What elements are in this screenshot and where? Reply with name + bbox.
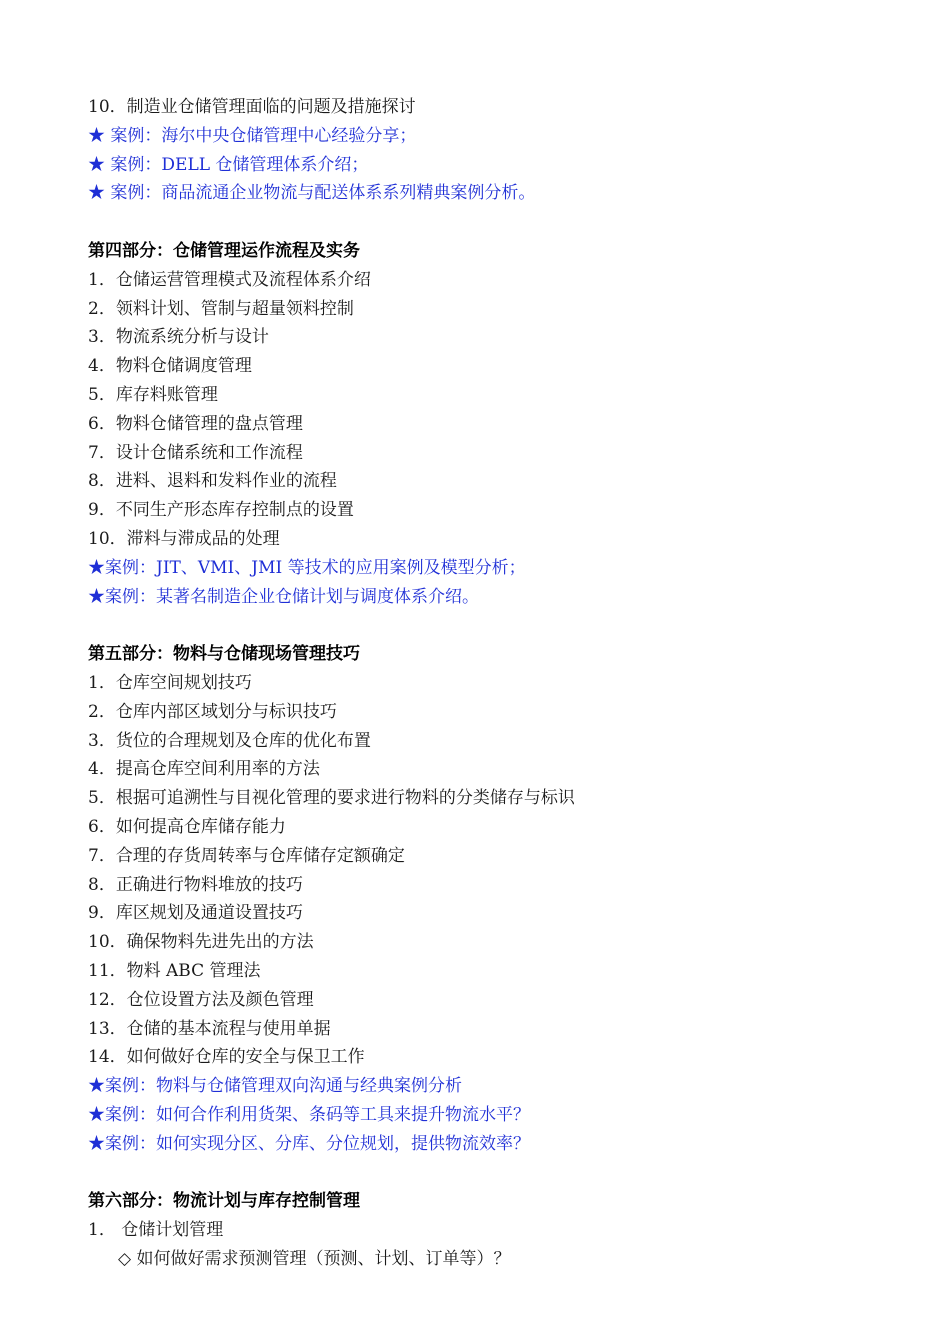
document-page xyxy=(88,93,868,1274)
list-item: 10．滞料与滞成品的处理 xyxy=(88,528,280,549)
case-item: ★案例：物料与仓储管理双向沟通与经典案例分析 xyxy=(88,1076,462,1097)
list-item: 2．领料计划、管制与超量领料控制 xyxy=(88,298,354,319)
list-item: 5．根据可追溯性与目视化管理的要求进行物料的分类储存与标识 xyxy=(88,788,575,809)
section-heading: 第四部分：仓储管理运作流程及实务 xyxy=(88,240,360,261)
list-item: 13．仓储的基本流程与使用单据 xyxy=(88,1018,331,1039)
list-item: 1．仓储运营管理模式及流程体系介绍 xyxy=(88,269,371,290)
list-item: 11．物料 ABC 管理法 xyxy=(88,960,261,981)
list-item: 5．库存料账管理 xyxy=(88,384,218,405)
case-item: ★案例：JIT、VMI、JMI 等技术的应用案例及模型分析； xyxy=(88,557,526,578)
spacer xyxy=(88,611,868,640)
case-item: ★ 案例：海尔中央仓储管理中心经验分享； xyxy=(88,125,417,146)
spacer xyxy=(88,1158,868,1187)
list-item: 4．提高仓库空间利用率的方法 xyxy=(88,759,320,780)
list-item: 8．正确进行物料堆放的技巧 xyxy=(88,874,303,895)
spacer xyxy=(88,208,868,237)
list-item: 10．制造业仓储管理面临的问题及措施探讨 xyxy=(88,97,416,117)
list-item: 14．如何做好仓库的安全与保卫工作 xyxy=(88,1047,365,1068)
list-item: 10．确保物料先进先出的方法 xyxy=(88,932,314,953)
list-item: 9．不同生产形态库存控制点的设置 xyxy=(88,500,354,521)
section-heading: 第六部分：物流计划与库存控制管理 xyxy=(88,1191,360,1212)
list-item: 12．仓位设置方法及颜色管理 xyxy=(88,989,314,1010)
section-heading: 第五部分：物料与仓储现场管理技巧 xyxy=(88,644,360,665)
case-item: ★ 案例：DELL 仓储管理体系介绍； xyxy=(88,154,369,175)
list-item: 6．物料仓储管理的盘点管理 xyxy=(88,413,303,434)
list-item: 8．进料、退料和发料作业的流程 xyxy=(88,471,337,492)
list-item: 7．合理的存货周转率与仓库储存定额确定 xyxy=(88,845,405,866)
case-item: ★ 案例：商品流通企业物流与配送体系系列精典案例分析。 xyxy=(88,183,536,204)
list-item: 9．库区规划及通道设置技巧 xyxy=(88,903,303,924)
case-item: ★案例：如何实现分区、分库、分位规划，提供物流效率？ xyxy=(88,1133,530,1154)
list-item: 3．货位的合理规划及仓库的优化布置 xyxy=(88,730,371,751)
case-item: ★案例：如何合作利用货架、条码等工具来提升物流水平？ xyxy=(88,1104,530,1125)
case-item: ★案例：某著名制造企业仓储计划与调度体系介绍。 xyxy=(88,586,479,607)
sub-list-item: ◇ 如何做好需求预测管理（预测、计划、订单等）？ xyxy=(118,1248,511,1269)
list-item: 3．物流系统分析与设计 xyxy=(88,327,269,348)
list-item: 7．设计仓储系统和工作流程 xyxy=(88,442,303,463)
list-item: 2．仓库内部区域划分与标识技巧 xyxy=(88,701,337,722)
list-item: 1． 仓储计划管理 xyxy=(88,1220,224,1241)
list-item: 6．如何提高仓库储存能力 xyxy=(88,816,286,837)
list-item: 4．物料仓储调度管理 xyxy=(88,356,252,377)
list-item: 1．仓库空间规划技巧 xyxy=(88,672,252,693)
